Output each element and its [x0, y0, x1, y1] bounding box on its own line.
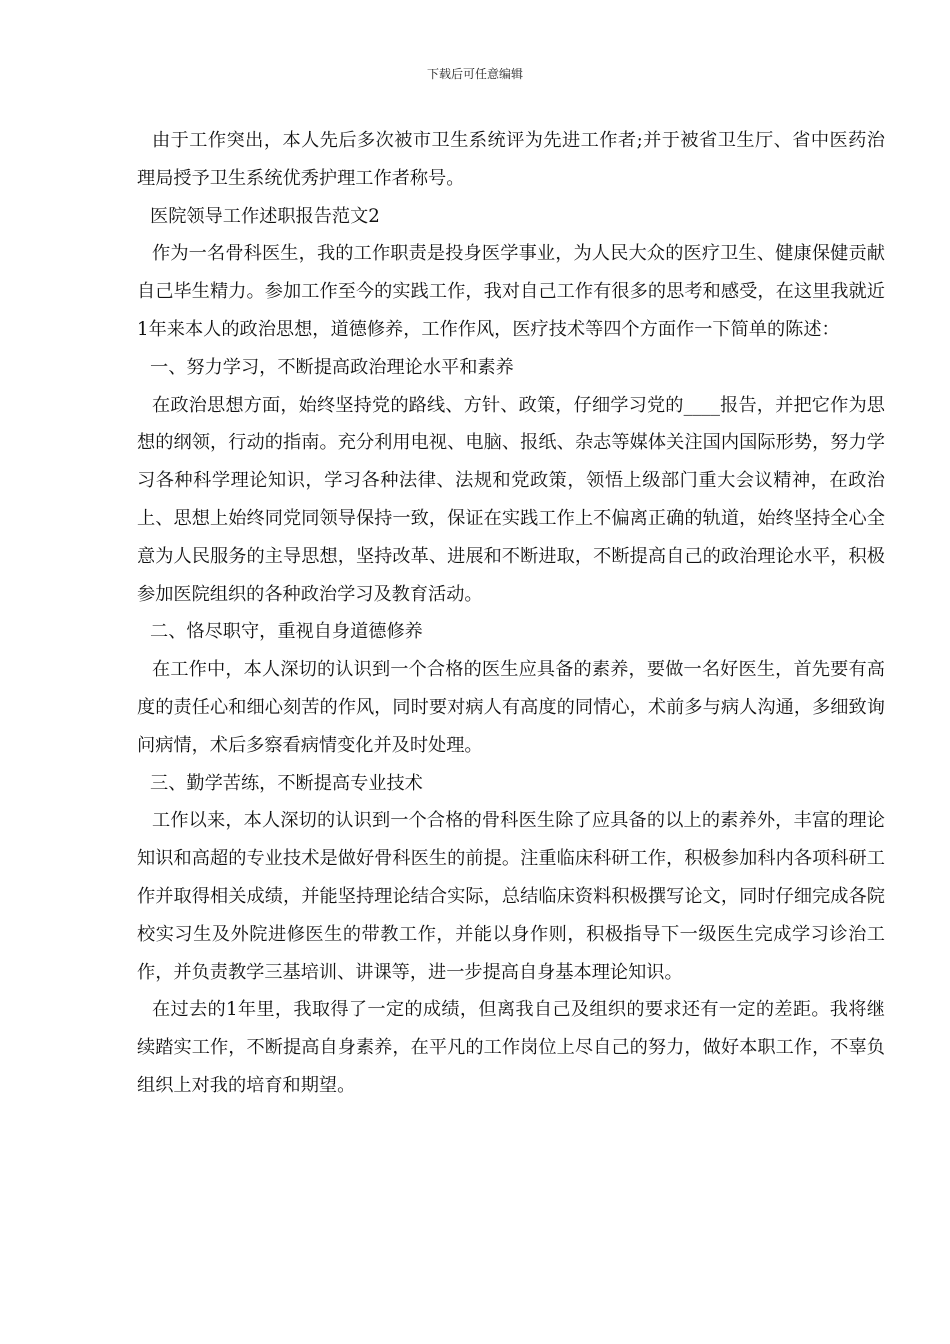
section-heading-2: 二、恪尽职守，重视自身道德修养: [150, 621, 423, 643]
document-body: [137, 122, 885, 1105]
report-title-2: 医院领导工作述职报告范文2: [150, 205, 380, 227]
paragraph-conclusion: 在过去的1年里，我取得了一定的成绩，但离我自己及组织的要求还有一定的差距。我将继续踏实工作，不断提高自身素养，在平凡的工作岗位上尽自己的努力，做好本职工作，不辜负组织上对我的培育和期望。: [137, 999, 885, 1096]
paragraph-political-study: 在政治思想方面，始终坚持党的路线、方针、政策，仔细学习党的____报告，并把它作为思想的纲领，行动的指南。充分利用电视、电脑、报纸、杂志等媒体关注国内国际形势，努力学习各种科学理论知识，学习各种法律、法规和党政策，领悟上级部门重大会议精神，在政治上、思想上始终同党同领导保持一致，保证在实践工作上不偏离正确的轨道，始终坚持全心全意为人民服务的主导思想，坚持改革、进展和不断进取，不断提高自己的政治理论水平，积极参加医院组织的各种政治学习及教育活动。: [137, 394, 885, 605]
paragraph-honors: 由于工作突出，本人先后多次被市卫生系统评为先进工作者;并于被省卫生厅、省中医药治理局授予卫生系统优秀护理工作者称号。: [137, 130, 885, 189]
paragraph-intro: 作为一名骨科医生，我的工作职责是投身医学事业，为人民大众的医疗卫生、健康保健贡献自己毕生精力。参加工作至今的实践工作，我对自己工作有很多的思考和感受，在这里我就近1年来本人的政治思想，道德修养，工作作风，医疗技术等四个方面作一下简单的陈述：: [137, 243, 885, 340]
page-header-note: 下载后可任意编辑: [426, 67, 523, 81]
section-heading-3: 三、勤学苦练，不断提高专业技术: [150, 772, 423, 794]
paragraph-morality: 在工作中，本人深切的认识到一个合格的医生应具备的素养，要做一名好医生，首先要有高度的责任心和细心刻苦的作风，同时要对病人有高度的同情心，术前多与病人沟通，多细致询问病情，术后多察看病情变化并及时处理。: [137, 659, 885, 756]
paragraph-professional-skills: 工作以来，本人深切的认识到一个合格的骨科医生除了应具备的以上的素养外，丰富的理论知识和高超的专业技术是做好骨科医生的前提。注重临床科研工作，积极参加科内各项科研工作并取得相关成绩，并能坚持理论结合实际，总结临床资料积极撰写论文，同时仔细完成各院校实习生及外院进修医生的带教工作，并能以身作则，积极指导下一级医生完成学习诊治工作，并负责教学三基培训、讲课等，进一步提高自身基本理论知识。: [137, 810, 885, 983]
section-heading-1: 一、努力学习，不断提高政治理论水平和素养: [150, 356, 514, 378]
